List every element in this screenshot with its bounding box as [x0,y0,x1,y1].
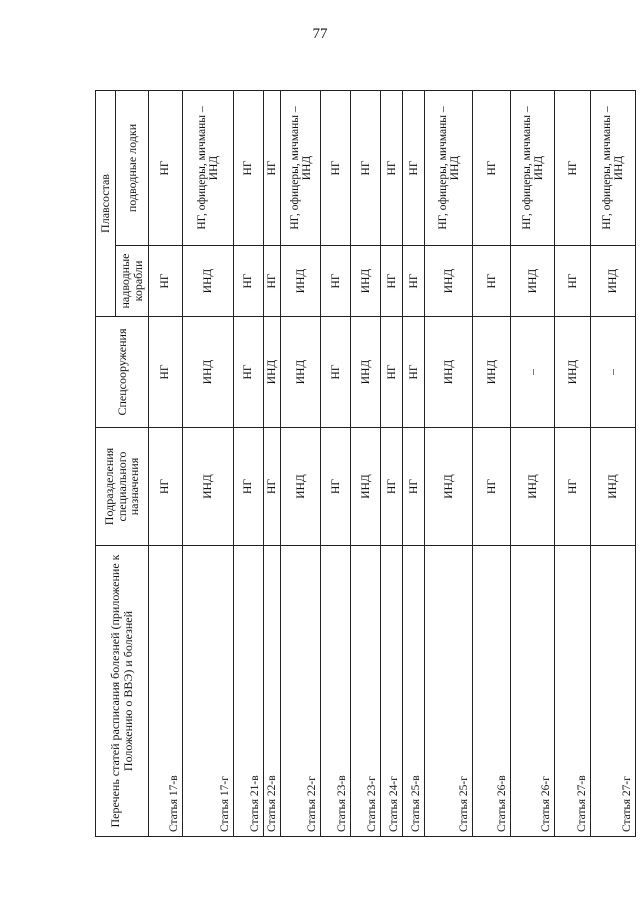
special-units-cell: НГ [321,428,351,546]
article-cell: Статья 27-в [555,546,591,837]
table-row [149,90,183,836]
special-structures-cell: НГ [381,317,403,428]
surface-ships-cell: НГ [264,246,281,317]
submarines-cell: НГ, офицеры, мичманы – ИНД [591,90,636,245]
submarines-cell: НГ [351,90,381,245]
special-structures-cell: НГ [149,317,183,428]
submarines-cell: НГ [321,90,351,245]
article-cell: Статья 17-в [149,546,183,837]
special-units-cell: ИНД [591,428,636,546]
surface-ships-cell: НГ [555,246,591,317]
article-cell: Статья 25-в [403,546,425,837]
header-ship-crew: Плавсостав [96,90,116,316]
table-row [234,90,264,836]
rotated-table-container [95,91,633,837]
table-row [351,90,381,836]
surface-ships-cell: ИНД [425,246,473,317]
special-structures-cell: НГ [321,317,351,428]
article-cell: Статья 22-г [281,546,321,837]
surface-ships-cell: НГ [381,246,403,317]
submarines-cell: НГ, офицеры, мичманы – ИНД [425,90,473,245]
table-row [381,90,403,836]
surface-ships-cell: НГ [321,246,351,317]
article-cell: Статья 26-г [511,546,555,837]
table-row [264,90,281,836]
special-units-cell: НГ [234,428,264,546]
special-structures-cell: ИНД [281,317,321,428]
special-units-cell: НГ [149,428,183,546]
special-units-cell: ИНД [425,428,473,546]
special-structures-cell: ИНД [555,317,591,428]
surface-ships-cell: НГ [403,246,425,317]
table-row [591,90,636,836]
table-row [473,90,511,836]
special-units-cell: ИНД [511,428,555,546]
special-structures-cell: ИНД [351,317,381,428]
special-structures-cell: ИНД [425,317,473,428]
submarines-cell: НГ [264,90,281,245]
table-row [511,90,555,836]
table-row [321,90,351,836]
submarines-cell: НГ [149,90,183,245]
special-structures-cell: – [511,317,555,428]
article-cell: Статья 27-г [591,546,636,837]
submarines-cell: НГ [555,90,591,245]
surface-ships-cell: НГ [473,246,511,317]
surface-ships-cell: ИНД [183,246,234,317]
table-body [149,90,636,836]
header-submarines: подводные лодки [116,90,149,245]
submarines-cell: НГ, офицеры, мичманы – ИНД [281,90,321,245]
page-number: 77 [312,26,328,42]
table-row [425,90,473,836]
article-cell: Статья 24-г [381,546,403,837]
special-structures-cell: НГ [234,317,264,428]
table-row [555,90,591,836]
special-structures-cell: – [591,317,636,428]
article-cell: Статья 21-в [234,546,264,837]
submarines-cell: НГ [234,90,264,245]
surface-ships-cell: ИНД [351,246,381,317]
article-cell: Статья 26-в [473,546,511,837]
submarines-cell: НГ, офицеры, мичманы – ИНД [511,90,555,245]
special-units-cell: НГ [381,428,403,546]
header-special-units: Подразделения специального назначения [96,428,149,546]
article-cell: Статья 23-в [321,546,351,837]
special-structures-cell: НГ [403,317,425,428]
header-row-1 [96,90,116,836]
surface-ships-cell: ИНД [591,246,636,317]
article-table [95,90,636,837]
article-cell: Статья 25-г [425,546,473,837]
submarines-cell: НГ, офицеры, мичманы – ИНД [183,90,234,245]
special-units-cell: ИНД [183,428,234,546]
special-structures-cell: ИНД [473,317,511,428]
submarines-cell: НГ [403,90,425,245]
special-units-cell: НГ [403,428,425,546]
article-cell: Статья 22-в [264,546,281,837]
surface-ships-cell: ИНД [281,246,321,317]
table-row [403,90,425,836]
submarines-cell: НГ [473,90,511,245]
special-structures-cell: ИНД [183,317,234,428]
header-surface-ships: надводные корабли [116,246,149,317]
table-row [281,90,321,836]
special-structures-cell: ИНД [264,317,281,428]
surface-ships-cell: НГ [234,246,264,317]
special-units-cell: НГ [264,428,281,546]
special-units-cell: НГ [555,428,591,546]
header-special-structures: Спецсооружения [96,317,149,428]
article-cell: Статья 23-г [351,546,381,837]
surface-ships-cell: НГ [149,246,183,317]
special-units-cell: НГ [473,428,511,546]
special-units-cell: ИНД [281,428,321,546]
special-units-cell: ИНД [351,428,381,546]
submarines-cell: НГ [381,90,403,245]
surface-ships-cell: ИНД [511,246,555,317]
table-row [183,90,234,836]
header-article-list: Перечень статей расписания болезней (приложение к Положению о ВВЭ) и болезней [96,546,149,837]
article-cell: Статья 17-г [183,546,234,837]
